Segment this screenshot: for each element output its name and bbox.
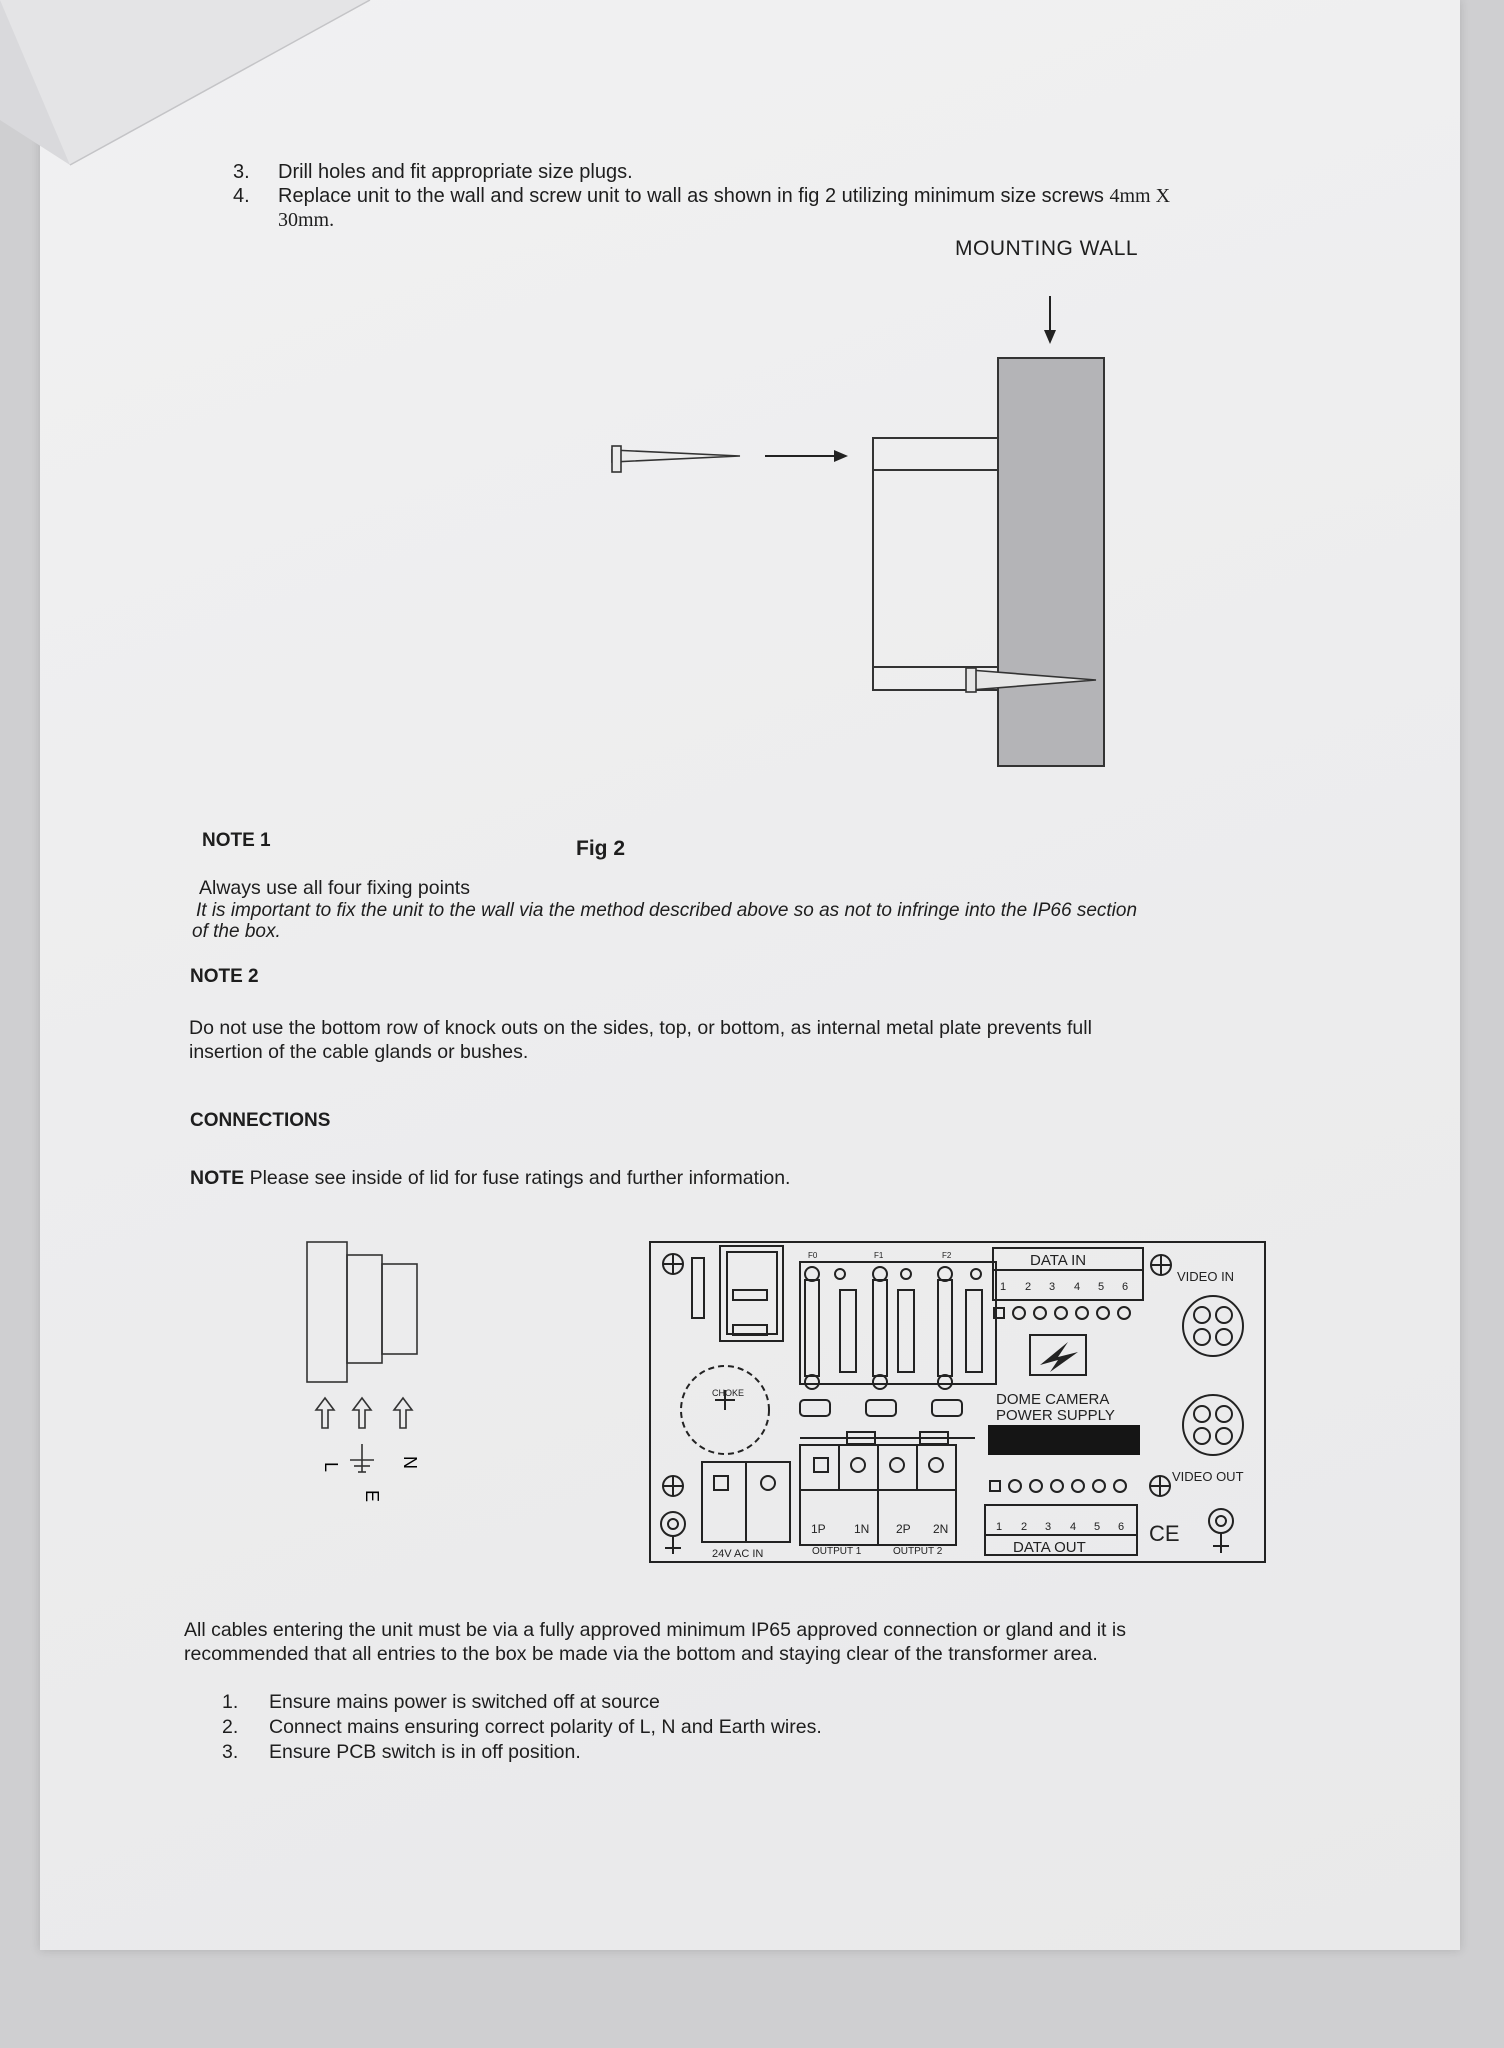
fuse-label: F0 xyxy=(808,1251,818,1260)
step-number: 4. xyxy=(233,185,250,207)
note2-line2: insertion of the cable glands or bushes. xyxy=(189,1041,529,1063)
mains-lead-diagram xyxy=(290,1235,450,1505)
mounting-wall-label: MOUNTING WALL xyxy=(955,237,1139,260)
note2-heading: NOTE 2 xyxy=(190,966,259,987)
earth-stud-icon xyxy=(661,1512,685,1536)
earth-stud-icon xyxy=(1209,1509,1233,1533)
data-in-pads xyxy=(994,1307,1130,1319)
steps-top xyxy=(233,160,1170,232)
ac-in-label: 24V AC IN xyxy=(712,1548,764,1560)
lead-label-e: E xyxy=(362,1490,382,1503)
video-in-label: VIDEO IN xyxy=(1177,1269,1235,1284)
step-number: 1. xyxy=(222,1691,239,1713)
note1-line1: Always use all four fixing points xyxy=(199,877,470,899)
dome-camera-label: DOME CAMERA xyxy=(996,1391,1110,1408)
output1-label: OUTPUT 1 xyxy=(812,1546,862,1557)
video-out-connector xyxy=(1183,1395,1243,1455)
pin-label: 1P xyxy=(811,1522,826,1536)
output2-label: OUTPUT 2 xyxy=(893,1546,943,1557)
note2-line1: Do not use the bottom row of knock outs on the sides, top, or bottom, as internal metal plate prevents full xyxy=(189,1017,1092,1039)
pin-label: 4 xyxy=(1074,1281,1081,1293)
video-in-connector xyxy=(1183,1296,1243,1356)
step-number: 3. xyxy=(233,161,250,183)
step-number: 2. xyxy=(222,1716,239,1738)
choke-label: CHOKE xyxy=(712,1388,745,1398)
pin-label: 6 xyxy=(1122,1281,1129,1293)
up-arrow-icon xyxy=(353,1398,371,1428)
pin-label: 4 xyxy=(1070,1521,1077,1533)
steps-bottom xyxy=(222,1690,822,1765)
note1-line3: of the box. xyxy=(192,921,281,942)
fuse-label: F2 xyxy=(942,1251,952,1260)
pin-label: 2P xyxy=(896,1522,911,1536)
list-item-continuation xyxy=(233,208,1170,232)
pin-label: 2N xyxy=(933,1522,949,1536)
fuse-holder xyxy=(873,1267,914,1389)
lead-label-l: L xyxy=(321,1462,341,1473)
pin-label: 2 xyxy=(1021,1521,1028,1533)
pin-label: 1 xyxy=(996,1521,1003,1533)
fuse-holder xyxy=(938,1267,982,1389)
list-item xyxy=(222,1740,822,1765)
pin-label: 5 xyxy=(1098,1281,1105,1293)
connections-note: NOTE Please see inside of lid for fuse ratings and further information. xyxy=(190,1167,791,1189)
data-in-label: DATA IN xyxy=(1030,1252,1087,1269)
step-text: Connect mains ensuring correct polarity of L, N and Earth wires. xyxy=(269,1716,822,1738)
plug-body xyxy=(307,1242,347,1382)
list-item xyxy=(233,160,1170,184)
step-text: Ensure mains power is switched off at source xyxy=(269,1691,660,1713)
wall-shape xyxy=(998,358,1104,766)
label-strip xyxy=(988,1425,1140,1455)
data-out-label: DATA OUT xyxy=(1013,1539,1086,1556)
step-text: Replace unit to the wall and screw unit to wall as shown in fig 2 utilizing minimum size screws 4mm X xyxy=(278,185,1171,207)
step-number: 3. xyxy=(222,1741,239,1763)
connections-heading: CONNECTIONS xyxy=(190,1110,331,1131)
ce-mark: CE xyxy=(1149,1521,1180,1546)
unit-box xyxy=(873,438,998,690)
up-arrow-icon xyxy=(316,1398,334,1428)
figure-caption: Fig 2 xyxy=(576,837,626,860)
pin-label: 6 xyxy=(1118,1521,1125,1533)
screw-icon xyxy=(612,450,740,462)
list-item xyxy=(233,184,1170,208)
list-item xyxy=(222,1690,822,1715)
step-text: 30mm. xyxy=(278,209,335,231)
video-out-label: VIDEO OUT xyxy=(1172,1469,1244,1484)
switch-block xyxy=(720,1246,783,1341)
up-arrow-icon xyxy=(394,1398,412,1428)
power-supply-label: POWER SUPPLY xyxy=(996,1407,1115,1424)
data-out-pads xyxy=(990,1480,1126,1492)
pin-label: 5 xyxy=(1094,1521,1101,1533)
note1-line2: It is important to fix the unit to the wall via the method described above so as not to infringe into the IP66 section xyxy=(196,900,1138,921)
cables-line2: recommended that all entries to the box be made via the bottom and staying clear of the transformer area. xyxy=(184,1643,1098,1665)
cables-line1: All cables entering the unit must be via a fully approved minimum IP65 approved connection or gland and it is xyxy=(184,1619,1126,1641)
pin-label: 3 xyxy=(1049,1281,1056,1293)
step-text: Ensure PCB switch is in off position. xyxy=(269,1741,581,1763)
list-item xyxy=(222,1715,822,1740)
note1-heading: NOTE 1 xyxy=(202,830,271,851)
pin-label: 3 xyxy=(1045,1521,1052,1533)
step-text: Drill holes and fit appropriate size plugs. xyxy=(278,161,633,183)
fuse-label: F1 xyxy=(874,1251,884,1260)
lead-label-n: N xyxy=(400,1456,420,1469)
pin-label: 1N xyxy=(854,1522,870,1536)
down-arrow-icon xyxy=(1044,330,1056,344)
fuse-holder xyxy=(805,1267,856,1389)
pin-label: 2 xyxy=(1025,1281,1032,1293)
pcb-layout-diagram xyxy=(645,1235,1270,1565)
right-arrow-icon xyxy=(834,450,848,462)
pin-label: 1 xyxy=(1000,1281,1007,1293)
figure-2-mounting-diagram xyxy=(590,240,1310,800)
